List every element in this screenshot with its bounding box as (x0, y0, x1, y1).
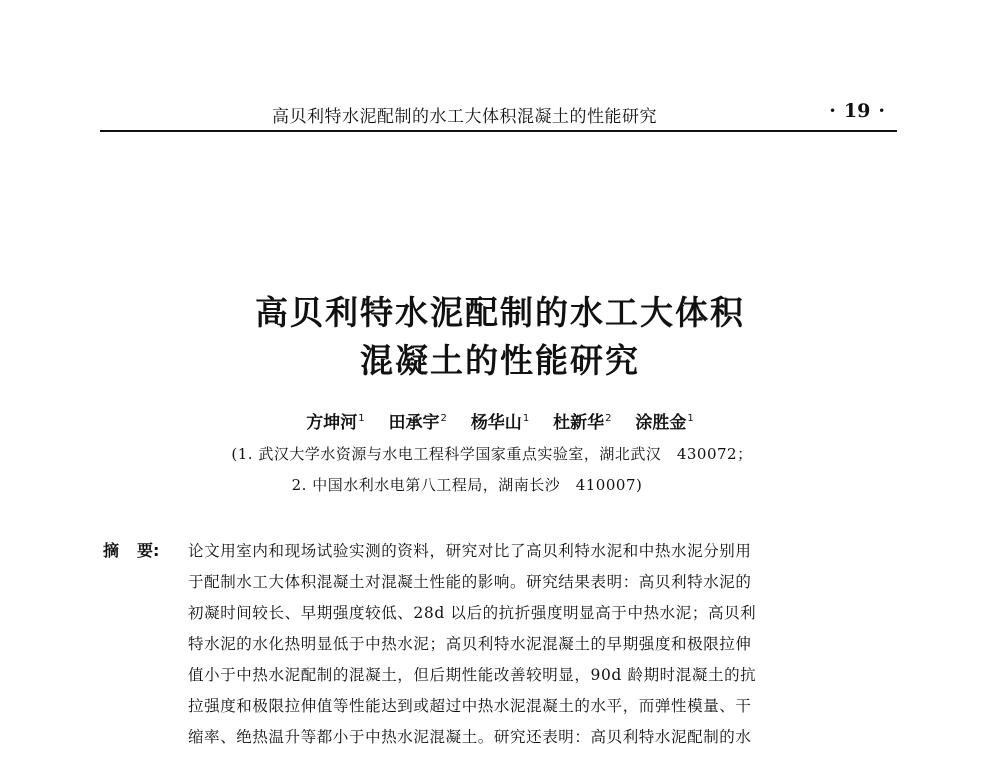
abstract-label-char-2: 要: (137, 541, 160, 560)
abstract-label (103, 538, 159, 561)
abstract-line: 拉强度和极限拉伸值等性能达到或超过中热水泥混凝土的水平，而弹性模量、干 (188, 697, 752, 715)
author-affil-mark: 1 (522, 413, 530, 425)
header-rule (100, 130, 897, 132)
author-affil-mark: 2 (605, 413, 612, 425)
abstract-line: 缩率、绝热温升等都小于中热水泥混凝土。研究还表明：高贝利特水泥配制的水 (188, 728, 752, 746)
author (471, 408, 529, 433)
author-affil-mark: 2 (440, 413, 447, 425)
affiliation-line-2: 2. 中国水利水电第八工程局，湖南长沙 410007) (291, 476, 643, 494)
author (389, 408, 447, 433)
abstract-line: 值小于中热水泥配制的混凝土，但后期性能改善较明显，90d 龄期时混凝土的抗 (188, 666, 757, 684)
running-title: 高贝利特水泥配制的水工大体积混凝土的性能研究 (272, 107, 657, 127)
author-affil-mark: 1 (358, 413, 365, 425)
abstract-line: 论文用室内和现场试验实测的资料，研究对比了高贝利特水泥和中热水泥分别用 (188, 542, 752, 560)
author (635, 408, 693, 433)
page-number: 19 (843, 100, 871, 122)
running-header (100, 100, 897, 132)
affiliation-line-1: (1. 武汉大学水资源与水电工程科学国家重点实验室，湖北武汉 430072； (231, 445, 753, 463)
author-name: 杨华山 (470, 413, 522, 433)
article-title-line-1: 高贝利特水泥配制的水工大体积 (255, 293, 745, 332)
author-affil-mark: 1 (687, 413, 694, 425)
abstract-line: 初凝时间较长、早期强度较低、28d 以后的抗折强度明显高于中热水泥；高贝利 (188, 604, 757, 622)
abstract-label-char-1: 摘 (103, 541, 120, 560)
author-list (0, 408, 1000, 433)
page-dot-left: · (829, 100, 836, 122)
page-number-group (829, 100, 885, 122)
author-name: 田承宇 (388, 413, 440, 433)
author (306, 408, 364, 433)
abstract-line: 于配制水工大体积混凝土对混凝土性能的影响。研究结果表明：高贝利特水泥的 (188, 573, 752, 591)
page-dot-right: · (878, 100, 885, 122)
article-title-line-2: 混凝土的性能研究 (360, 341, 640, 380)
author (553, 408, 611, 433)
author-name: 方坤河 (306, 413, 358, 433)
author-name: 涂胜金 (635, 413, 687, 433)
abstract-line: 特水泥的水化热明显低于中热水泥；高贝利特水泥混凝土的早期强度和极限拉伸 (188, 635, 752, 653)
author-name: 杜新华 (553, 413, 605, 433)
